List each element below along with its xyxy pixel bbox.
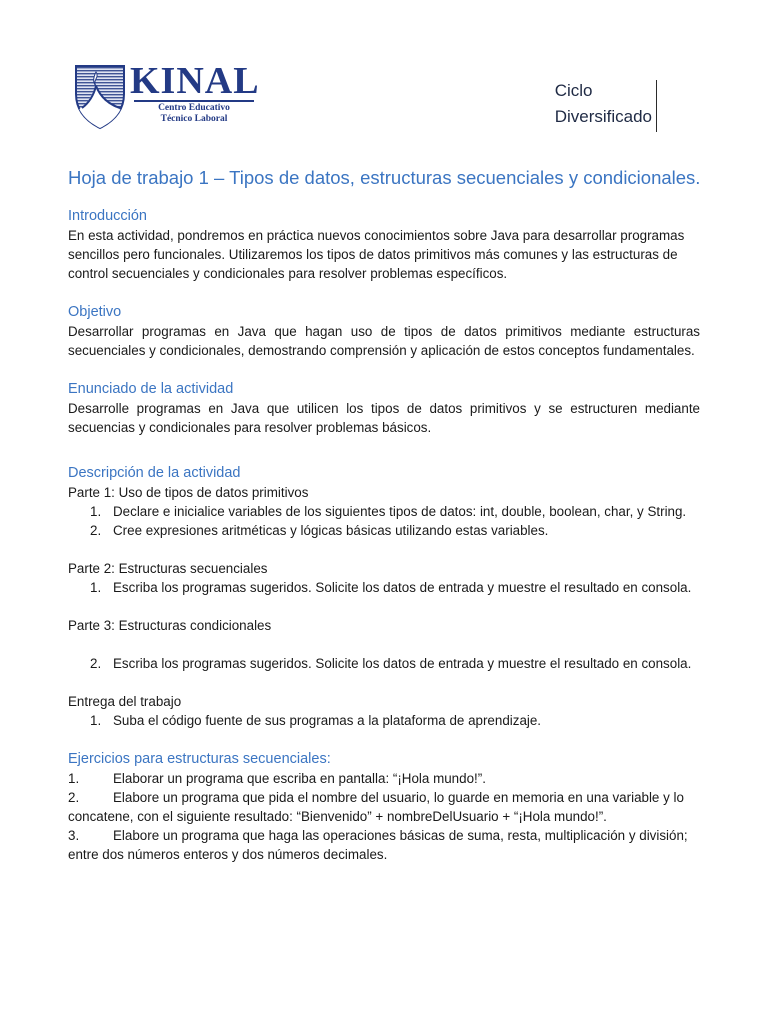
part3-title: Parte 3: Estructuras condicionales: [68, 618, 272, 633]
part2-title: Parte 2: Estructuras secuenciales: [68, 561, 268, 576]
exercise-item: [68, 826, 700, 864]
document-title: Hoja de trabajo 1 – Tipos de datos, estructuras secuenciales y condicionales.: [68, 167, 701, 188]
description-heading: Descripción de la actividad: [68, 465, 241, 481]
cycle-label: [555, 78, 652, 130]
intro-text: En esta actividad, pondremos en práctica nuevos conocimientos sobre Java para desarrollar programas sencillos pero funcionales. Utilizaremos los tipos de datos primitivos más comunes y las estructuras de control secuenciales y condicionales para resolver problemas específicos.: [68, 228, 685, 281]
page-header: [68, 62, 700, 138]
list-item: [68, 711, 700, 730]
list-item-number: 1.: [90, 713, 102, 728]
part1-list: [68, 502, 700, 540]
list-item-number: 1.: [90, 580, 102, 595]
exercise-text: Elabore un programa que pida el nombre del usuario, lo guarde en memoria en una variable y lo concatene, con el siguiente resultado: “Bienvenido” + nombreDelUsuario + “¡Hola mundo!”.: [68, 790, 684, 824]
kinal-logo: [74, 62, 274, 134]
list-item: [68, 578, 700, 597]
part3-list: [68, 654, 700, 673]
exercise-item: [68, 769, 700, 788]
delivery-title: Entrega del trabajo: [68, 694, 182, 709]
document-body: [68, 164, 700, 864]
list-item-text: Suba el código fuente de sus programas a la plataforma de aprendizaje.: [113, 713, 542, 728]
list-item: [68, 654, 700, 673]
exercise-number: 2.: [68, 790, 80, 805]
logo-subtitle-2: Técnico Laboral: [160, 114, 228, 124]
shield-logo-icon: [74, 64, 126, 130]
cycle-line-1: Ciclo: [554, 81, 593, 100]
objective-text: Desarrollar programas en Java que hagan uso de tipos de datos primitivos mediante estructuras secuenciales y condicionales, demostrando comprensión y aplicación de estos conceptos fundamentales.: [68, 324, 700, 358]
part1-title: Parte 1: Uso de tipos de datos primitivos: [68, 485, 309, 500]
list-item: [68, 502, 700, 521]
intro-heading: Introducción: [68, 208, 147, 224]
part2-list: [68, 578, 700, 597]
exercise-number: 1.: [68, 771, 80, 786]
exercise-number: 3.: [68, 828, 80, 843]
statement-heading: Enunciado de la actividad: [68, 381, 234, 397]
statement-section: [68, 379, 700, 437]
logo-subtitle-1: Centro Educativo: [158, 103, 230, 113]
list-item-number: 2.: [90, 523, 102, 538]
exercise-item: [68, 788, 700, 826]
intro-section: [68, 206, 700, 283]
exercise-text: Elaborar un programa que escriba en pantalla: “¡Hola mundo!”.: [113, 771, 486, 786]
exercise-text: Elabore un programa que haga las operaciones básicas de suma, resta, multiplicación y división; entre dos números enteros y dos números decimales.: [68, 828, 688, 862]
statement-text: Desarrolle programas en Java que utilicen los tipos de datos primitivos y se estructuren mediante secuencias y condicionales para resolver problemas básicos.: [68, 401, 700, 435]
cycle-line-2: Diversificado: [554, 107, 652, 126]
list-item-text: Cree expresiones aritméticas y lógicas básicas utilizando estas variables.: [113, 523, 549, 538]
logo-name: KINAL: [130, 60, 260, 102]
list-item-text: Escriba los programas sugeridos. Solicite los datos de entrada y muestre el resultado en consola.: [113, 580, 692, 595]
cycle-divider: [656, 80, 657, 132]
objective-section: [68, 302, 700, 360]
list-item: [68, 521, 700, 540]
list-item-text: Declare e inicialice variables de los siguientes tipos de datos: int, double, boolean, char, y String.: [113, 504, 687, 519]
list-item-text: Escriba los programas sugeridos. Solicite los datos de entrada y muestre el resultado en consola.: [113, 656, 692, 671]
exercises-heading: Ejercicios para estructuras secuenciales:: [68, 751, 331, 767]
delivery-list: [68, 711, 700, 730]
list-item-number: 2.: [90, 656, 102, 671]
list-item-number: 1.: [90, 504, 102, 519]
description-section: [68, 463, 700, 730]
logo-rule: [134, 100, 254, 102]
exercises-section: [68, 749, 700, 864]
objective-heading: Objetivo: [68, 304, 122, 320]
